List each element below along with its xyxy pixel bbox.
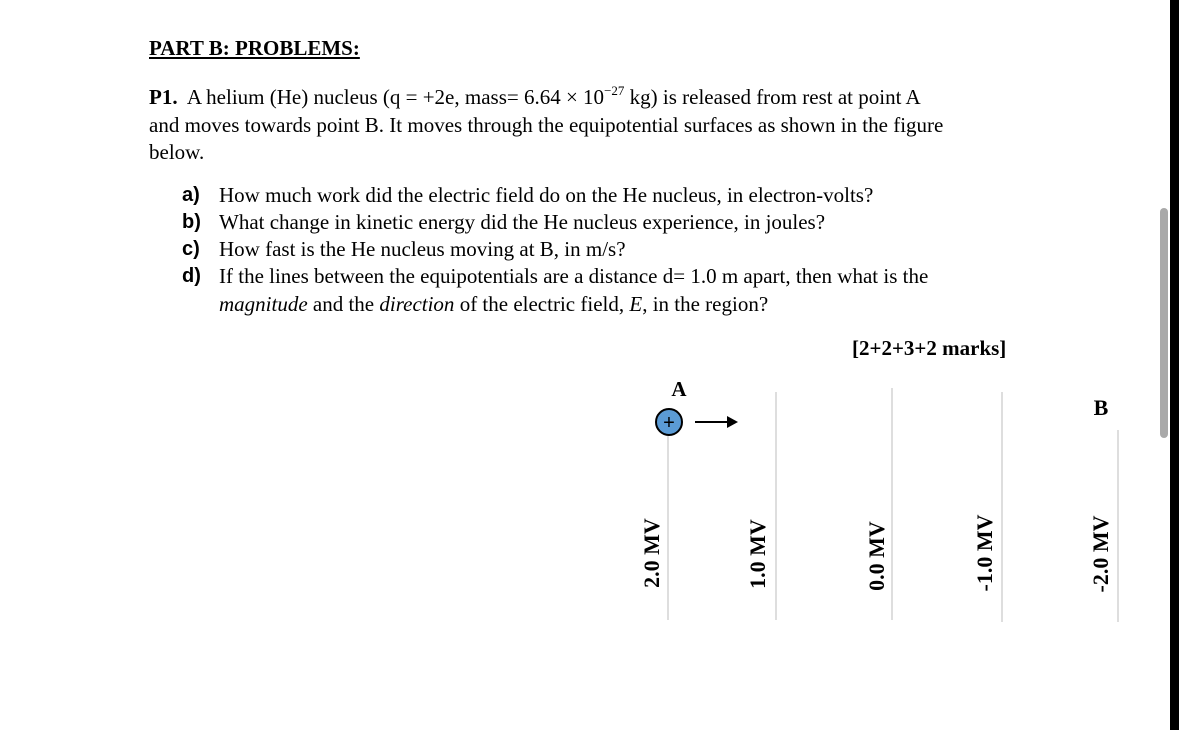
text-fragment: and the bbox=[307, 292, 380, 316]
question-a-letter: a) bbox=[182, 184, 200, 206]
word-direction: direction bbox=[379, 292, 455, 316]
motion-arrow bbox=[695, 416, 738, 428]
helium-nucleus bbox=[656, 409, 682, 435]
question-d-letter: d) bbox=[182, 265, 201, 287]
text-fragment: of the electric field, bbox=[454, 292, 630, 316]
problem-number: P1. bbox=[149, 85, 178, 109]
problem-text-1a: A helium (He) nucleus (q = +2e, mass= 6.64 × 10 bbox=[186, 85, 605, 109]
word-magnitude: magnitude bbox=[219, 292, 308, 316]
problem-text-1b: kg) is released from rest at point A bbox=[624, 85, 921, 109]
question-a-text: How much work did the electric field do on the He nucleus, in electron-volts? bbox=[219, 183, 874, 207]
symbol-e: E bbox=[629, 292, 643, 316]
potential-label-minus2mv: -2.0 MV bbox=[1088, 515, 1113, 593]
problem-line-3: below. bbox=[149, 140, 205, 164]
question-b-letter: b) bbox=[182, 211, 201, 233]
point-b-label: B bbox=[1093, 395, 1109, 420]
problem-line-2: and moves towards point B. It moves through the equipotential surfaces as shown in the figure bbox=[149, 113, 944, 137]
point-a-label: A bbox=[671, 377, 687, 401]
question-c-letter: c) bbox=[182, 238, 200, 260]
text-fragment: , in the region? bbox=[642, 292, 769, 316]
section-heading: PART B: PROBLEMS: bbox=[149, 36, 360, 60]
question-c-text: How fast is the He nucleus moving at B, in m/s? bbox=[219, 237, 626, 261]
potential-label-0mv: 0.0 MV bbox=[864, 521, 889, 591]
scrollbar-thumb[interactable] bbox=[1160, 208, 1168, 438]
potential-label-2mv: 2.0 MV bbox=[639, 518, 664, 588]
question-d-text: If the lines between the equipotentials are a distance d= 1.0 m apart, then what is the bbox=[219, 264, 929, 288]
charge-sign: + bbox=[663, 412, 675, 434]
potential-label-minus1mv: -1.0 MV bbox=[972, 514, 997, 592]
potential-label-1mv: 1.0 MV bbox=[745, 519, 770, 589]
question-b-text: What change in kinetic energy did the He nucleus experience, in joules? bbox=[219, 210, 826, 234]
marks-allocation: [2+2+3+2 marks] bbox=[852, 336, 1007, 360]
mass-exponent: −27 bbox=[604, 83, 625, 98]
arrow-head-icon bbox=[727, 416, 738, 428]
